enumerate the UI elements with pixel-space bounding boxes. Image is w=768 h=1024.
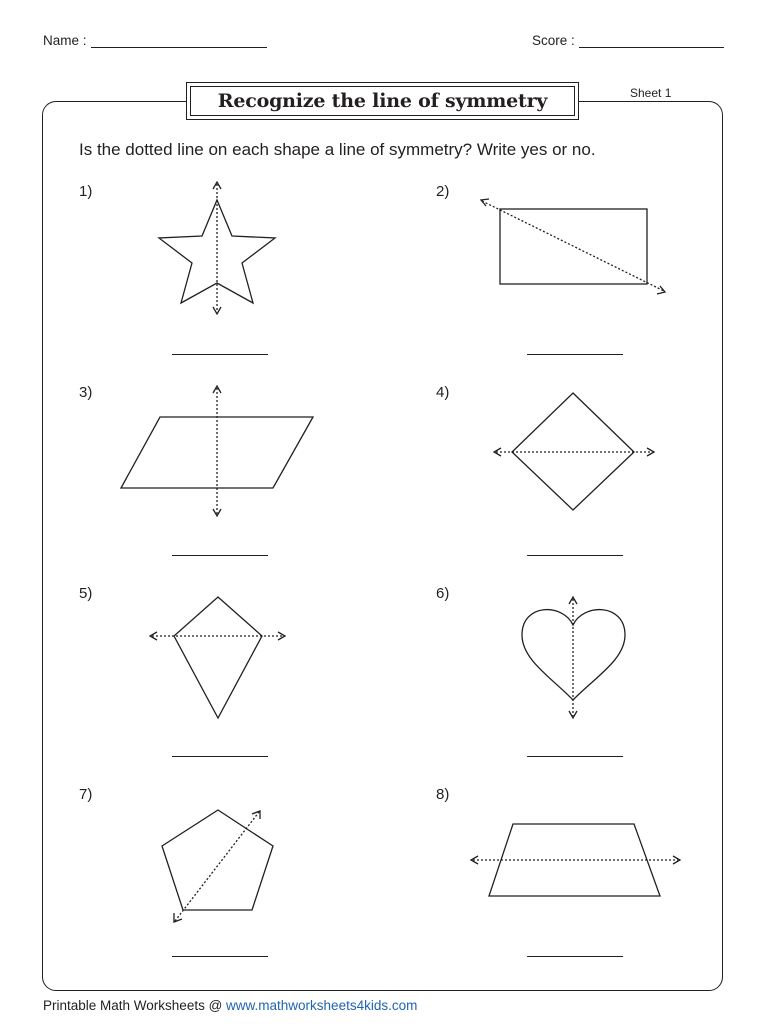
question-number-6: 6)	[436, 585, 450, 602]
score-label: Score :	[532, 33, 575, 48]
symmetry-line-1	[213, 182, 221, 314]
symmetry-line-3	[213, 386, 221, 516]
symmetry-line-4	[494, 448, 654, 456]
star-shape	[159, 200, 275, 303]
sheet-label: Sheet 1	[630, 86, 672, 100]
question-number-8: 8)	[436, 786, 450, 803]
footer-link[interactable]: www.mathworksheets4kids.com	[226, 998, 418, 1013]
pentagon-shape	[162, 810, 273, 910]
question-number-3: 3)	[79, 384, 93, 401]
name-label: Name :	[43, 33, 87, 48]
symmetry-line-6	[569, 597, 577, 718]
footer-prefix: Printable Math Worksheets @	[43, 998, 227, 1013]
kite-shape	[174, 597, 262, 718]
symmetry-line-7	[174, 811, 260, 922]
footer	[43, 998, 417, 1013]
question-number-7: 7)	[79, 786, 93, 803]
question-number-5: 5)	[79, 585, 93, 602]
page-title: Recognize the line of symmetry	[217, 90, 548, 112]
symmetry-line-2	[481, 199, 665, 294]
instructions: Is the dotted line on each shape a line of symmetry? Write yes or no.	[79, 140, 596, 159]
question-number-2: 2)	[436, 183, 450, 200]
question-number-1: 1)	[79, 183, 93, 200]
symmetry-line-5	[150, 632, 285, 640]
question-number-4: 4)	[436, 384, 450, 401]
